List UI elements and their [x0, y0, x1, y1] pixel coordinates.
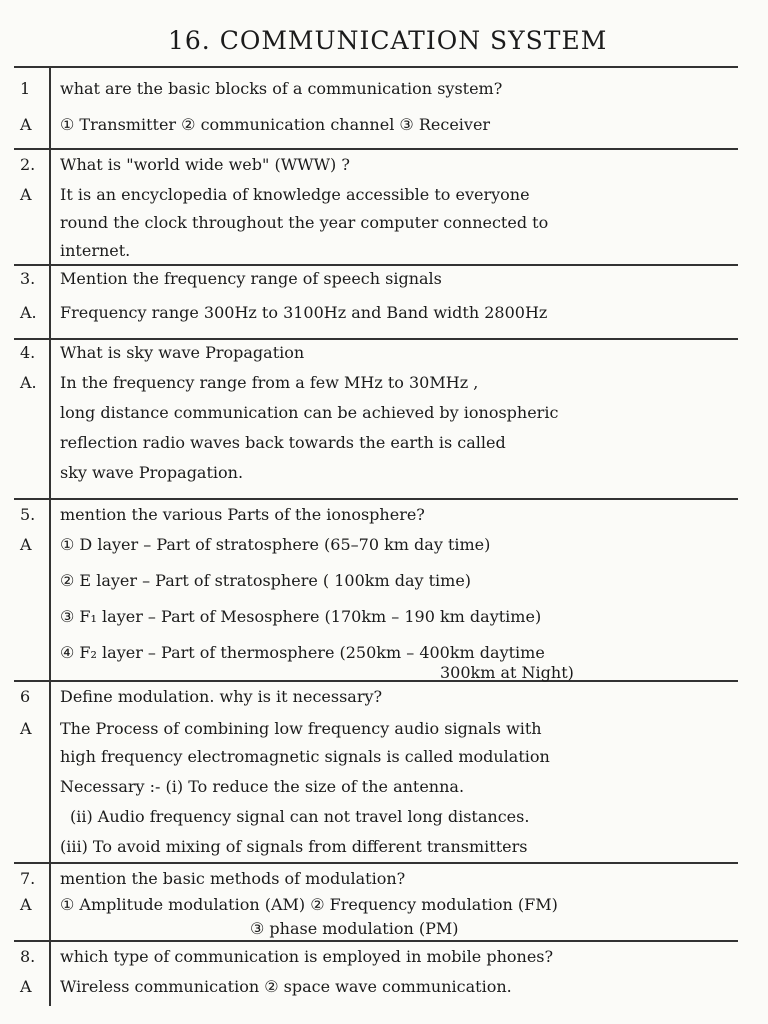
answer-label: A	[20, 977, 32, 996]
divider	[14, 940, 738, 942]
answer-label: A.	[20, 303, 37, 322]
question-text: What is sky wave Propagation	[60, 343, 305, 362]
divider	[14, 498, 738, 500]
question-text: what are the basic blocks of a communication system?	[60, 79, 503, 98]
question-number: 5.	[20, 505, 36, 524]
answer-line: ① Transmitter ② communication channel ③ Receiver	[60, 115, 491, 134]
answer-line: round the clock throughout the year computer connected to	[60, 213, 549, 232]
answer-line: 300km at Night)	[440, 663, 574, 682]
question-text: mention the various Parts of the ionosphere?	[60, 505, 425, 524]
answer-line: ③ phase modulation (PM)	[250, 919, 459, 938]
question-text: Mention the frequency range of speech signals	[60, 269, 442, 288]
answer-line: Wireless communication ② space wave communication.	[60, 977, 512, 996]
answer-line: Necessary :- (i) To reduce the size of the antenna.	[60, 777, 465, 796]
page-title: 16. COMMUNICATION SYSTEM	[168, 26, 608, 55]
answer-line: The Process of combining low frequency audio signals with	[60, 719, 542, 738]
answer-line: internet.	[60, 241, 131, 260]
answer-line: sky wave Propagation.	[60, 463, 244, 482]
question-number: 6	[20, 687, 31, 706]
answer-line: ① Amplitude modulation (AM) ② Frequency modulation (FM)	[60, 895, 558, 914]
answer-line: reflection radio waves back towards the earth is called	[60, 433, 506, 452]
margin-line	[49, 66, 51, 1006]
question-number: 3.	[20, 269, 36, 288]
question-number: 4.	[20, 343, 36, 362]
divider	[14, 264, 738, 266]
divider	[14, 338, 738, 340]
answer-label: A	[20, 185, 32, 204]
divider	[14, 66, 738, 68]
answer-line: (iii) To avoid mixing of signals from different transmitters	[60, 837, 528, 856]
question-number: 7.	[20, 869, 36, 888]
divider	[14, 148, 738, 150]
answer-line: ③ F₁ layer – Part of Mesosphere (170km – 190 km daytime)	[60, 607, 542, 626]
answer-line: It is an encyclopedia of knowledge accessible to everyone	[60, 185, 530, 204]
question-number: 8.	[20, 947, 36, 966]
answer-line: ④ F₂ layer – Part of thermosphere (250km – 400km daytime	[60, 643, 545, 662]
answer-line: high frequency electromagnetic signals is called modulation	[60, 747, 550, 766]
answer-label: A	[20, 115, 32, 134]
question-number: 2.	[20, 155, 36, 174]
answer-line: (ii) Audio frequency signal can not travel long distances.	[70, 807, 530, 826]
answer-line: In the frequency range from a few MHz to 30MHz ,	[60, 373, 479, 392]
question-text: Define modulation. why is it necessary?	[60, 687, 383, 706]
question-text: which type of communication is employed in mobile phones?	[60, 947, 554, 966]
answer-label: A.	[20, 373, 37, 392]
question-text: What is "world wide web" (WWW) ?	[60, 155, 350, 174]
answer-label: A	[20, 895, 32, 914]
question-text: mention the basic methods of modulation?	[60, 869, 406, 888]
answer-line: ② E layer – Part of stratosphere ( 100km day time)	[60, 571, 472, 590]
answer-line: Frequency range 300Hz to 3100Hz and Band width 2800Hz	[60, 303, 548, 322]
divider	[14, 862, 738, 864]
question-number: 1	[20, 79, 31, 98]
answer-label: A	[20, 719, 32, 738]
answer-line: ① D layer – Part of stratosphere (65–70 km day time)	[60, 535, 491, 554]
answer-label: A	[20, 535, 32, 554]
answer-line: long distance communication can be achieved by ionospheric	[60, 403, 559, 422]
